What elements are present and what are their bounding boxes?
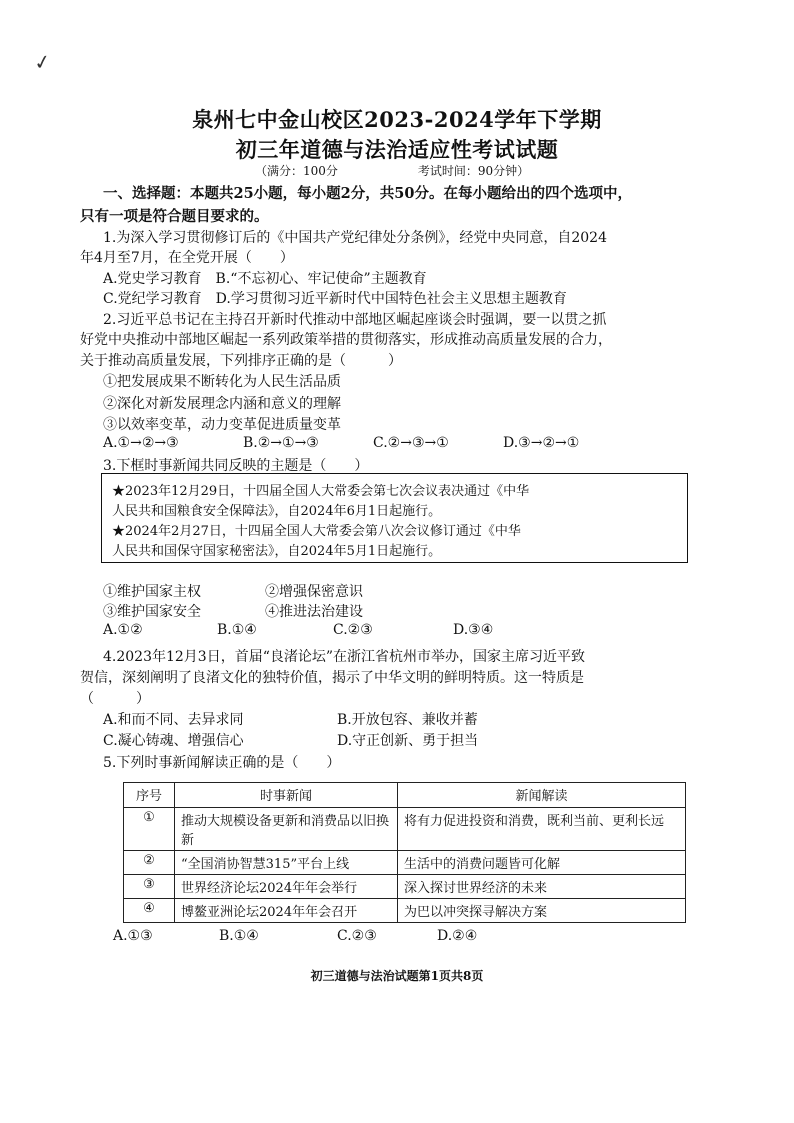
q2-item-2: ②深化对新发展理念内涵和意义的理解 — [103, 396, 341, 412]
exam-time: 考试时间：90分钟） — [417, 164, 530, 178]
row-interp: 深入探讨世界经济的未来 — [398, 875, 686, 899]
news-box-line2: 人民共和国粮食安全保障法》，自2024年6月1日起施行。 — [112, 504, 442, 519]
full-score: （满分：100分 — [255, 164, 338, 178]
q4-stem: 4.2023年12月3日，首届“良渚论坛”在浙江省杭州市举办，国家主席习近平致 — [103, 649, 586, 665]
pen-mark: ✓ — [32, 48, 53, 76]
q5-option-c: C.②③ — [337, 928, 377, 944]
q1-stem-cont: 年4月至7月，在全党开展（ ） — [80, 250, 294, 266]
news-box-line4: 人民共和国保守国家秘密法》，自2024年5月1日起施行。 — [112, 544, 442, 559]
col-header-no: 序号 — [124, 783, 175, 808]
row-news: 推动大规模设备更新和消费品以旧换新 — [175, 808, 398, 851]
row-interp: 将有力促进投资和消费，既利当前、更利长远 — [398, 808, 686, 851]
news-box — [101, 473, 688, 563]
row-no: ③ — [124, 875, 175, 899]
q3-item-2: ②增强保密意识 — [265, 584, 363, 600]
q2-option-b: B.②→①→③ — [243, 435, 319, 451]
exam-title-line2: 初三年道德与法治适应性考试试题 — [235, 137, 559, 162]
table-row — [124, 808, 686, 851]
q5-option-d: D.②④ — [437, 928, 478, 944]
row-news: 博鳌亚洲论坛2024年年会召开 — [175, 899, 398, 923]
q2-item-1: ①把发展成果不断转化为人民生活品质 — [103, 374, 341, 390]
q4-stem-cont2: （ ） — [80, 691, 150, 707]
q2-option-d: D.③→②→① — [503, 435, 580, 451]
q3-option-d: D.③④ — [453, 622, 494, 638]
q1-options-ab: A.党史学习教育 B.“不忘初心、牢记使命”主题教育 — [103, 271, 427, 287]
row-interp: 生活中的消费问题皆可化解 — [398, 851, 686, 875]
section-heading-cont: 只有一项是符合题目要求的。 — [80, 208, 269, 225]
q2-stem-cont: 好党中央推动中部地区崛起一系列政策举措的贯彻落实，形成推动高质量发展的合力， — [80, 332, 612, 348]
q2-item-3: ③以效率变革，动力变革促进质量变革 — [103, 417, 341, 433]
section-heading: 一、选择题：本题共25小题，每小题2分，共50分。在每小题给出的四个选项中， — [103, 185, 632, 202]
q3-item-3: ③维护国家安全 — [103, 604, 201, 620]
q1-stem: 1.为深入学习贯彻修订后的《中国共产党纪律处分条例》，经党中央同意，自2024 — [103, 230, 607, 246]
q1-options-cd: C.党纪学习教育 D.学习贯彻习近平新时代中国特色社会主义思想主题教育 — [103, 291, 567, 307]
q2-stem-cont2: 关于推动高质量发展，下列排序正确的是（ ） — [80, 353, 402, 369]
news-box-line3: ★2024年2月27日，十四届全国人大常委会第八次会议修订通过《中华 — [112, 524, 521, 539]
q3-option-c: C.②③ — [333, 622, 373, 638]
table-header-row — [124, 783, 686, 808]
row-news: “全国消协智慧315”平台上线 — [175, 851, 398, 875]
page-footer: 初三道德与法治试题第1页共8页 — [310, 969, 484, 983]
news-table — [123, 782, 686, 923]
q3-option-a: A.①② — [103, 622, 143, 638]
q2-stem: 2.习近平总书记在主持召开新时代推动中部地区崛起座谈会时强调，要一以贯之抓 — [103, 312, 607, 328]
q4-option-c: C.凝心铸魂、增强信心 — [103, 733, 244, 749]
q3-item-4: ④推进法治建设 — [265, 604, 363, 620]
q2-option-a: A.①→②→③ — [103, 435, 179, 451]
q3-option-b: B.①④ — [217, 622, 257, 638]
row-no: ② — [124, 851, 175, 875]
q3-item-1: ①维护国家主权 — [103, 584, 201, 600]
q4-option-a: A.和而不同、去异求同 — [103, 712, 244, 728]
row-no: ④ — [124, 899, 175, 923]
q2-option-c: C.②→③→① — [373, 435, 449, 451]
q4-option-b: B.开放包容、兼收并蓄 — [337, 712, 478, 728]
q4-option-d: D.守正创新、勇于担当 — [337, 733, 479, 749]
q5-option-a: A.①③ — [113, 928, 153, 944]
q3-stem: 3.下框时事新闻共同反映的主题是（ ） — [103, 458, 369, 474]
row-no: ① — [124, 808, 175, 851]
col-header-interp: 新闻解读 — [398, 783, 686, 808]
q4-stem-cont: 贺信，深刻阐明了良渚文化的独特价值，揭示了中华文明的鲜明特质。这一特质是 — [80, 670, 584, 686]
row-interp: 为巴以冲突探寻解决方案 — [398, 899, 686, 923]
col-header-news: 时事新闻 — [175, 783, 398, 808]
news-box-line1: ★2023年12月29日，十四届全国人大常委会第七次会议表决通过《中华 — [112, 484, 530, 499]
table-row — [124, 875, 686, 899]
exam-info — [255, 162, 609, 179]
table-row — [124, 899, 686, 923]
q5-stem: 5.下列时事新闻解读正确的是（ ） — [103, 755, 341, 771]
q5-option-b: B.①④ — [219, 928, 259, 944]
table-row — [124, 851, 686, 875]
row-news: 世界经济论坛2024年年会举行 — [175, 875, 398, 899]
exam-title-line1: 泉州七中金山校区2023-2024学年下学期 — [192, 107, 602, 132]
